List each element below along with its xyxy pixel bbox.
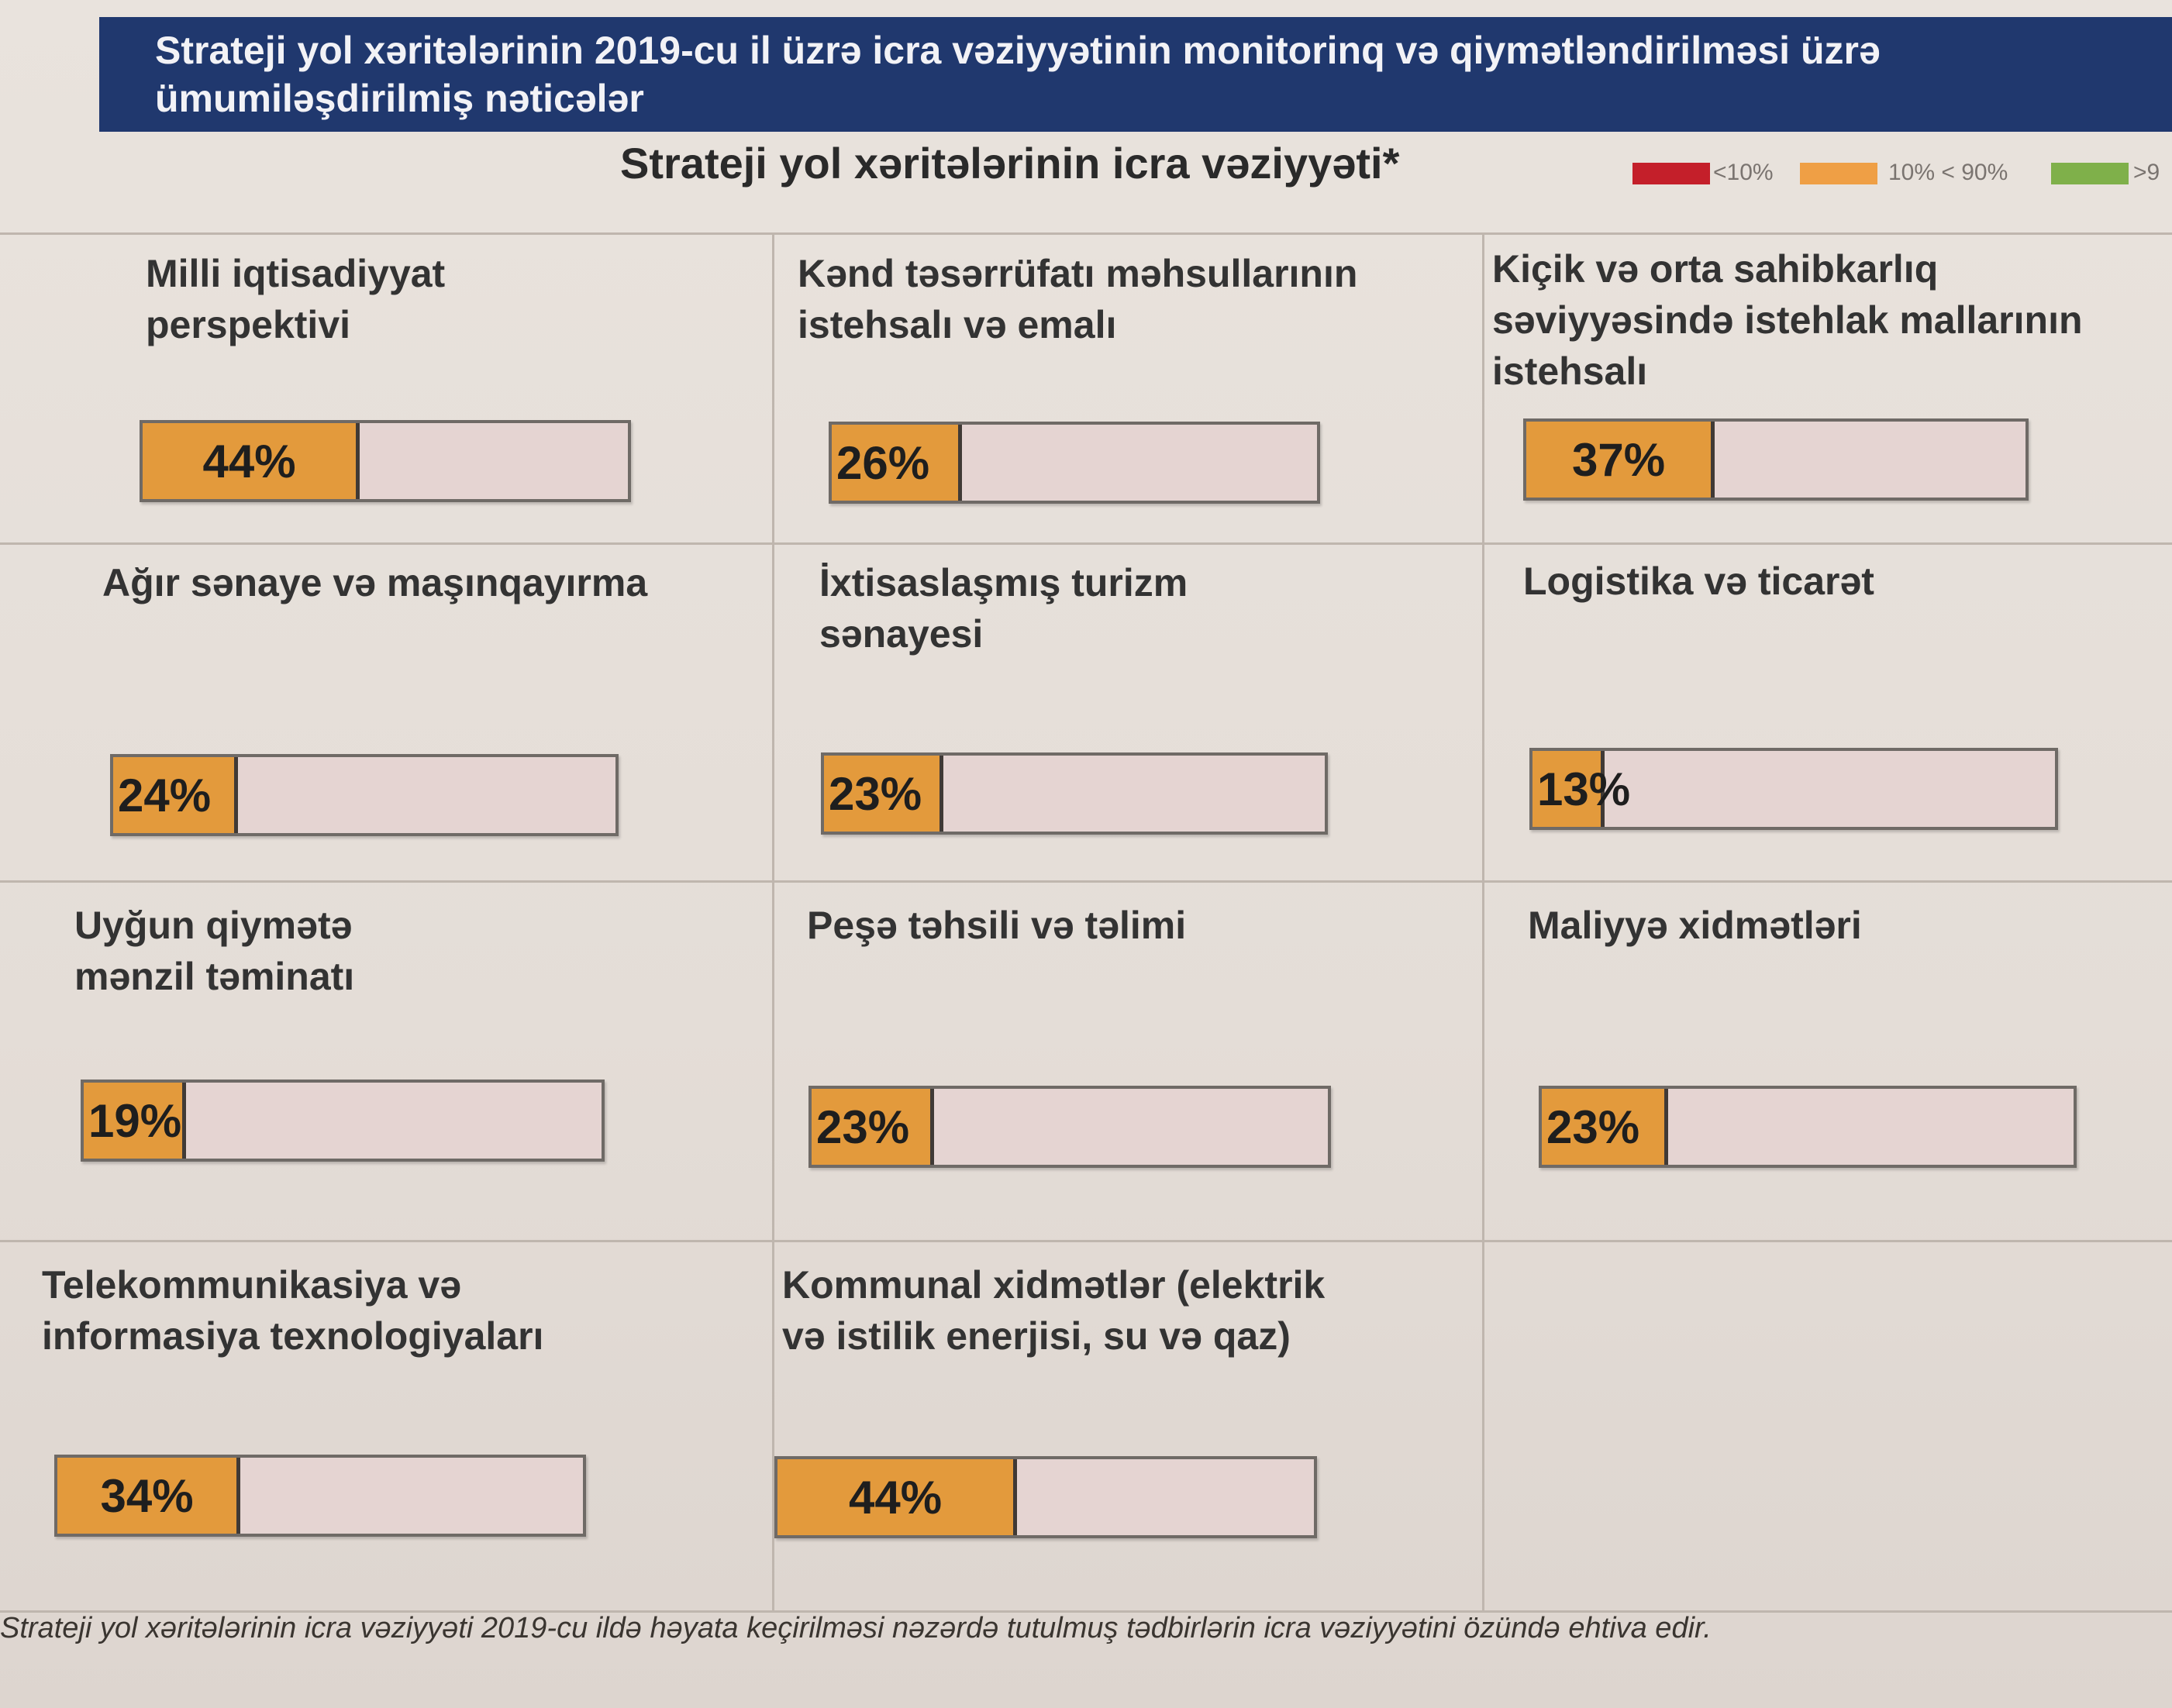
- roadmap-cell: [774, 545, 1482, 855]
- legend-label-high: >9: [2133, 160, 2160, 185]
- progress-value-label: 19%: [88, 1094, 182, 1147]
- progress-bar: [774, 1456, 1317, 1538]
- progress-bar: [110, 754, 619, 836]
- roadmap-title: Logistika və ticarət: [1523, 560, 1874, 603]
- roadmap-title: Telekommunikasiya və informasiya texnologiyaları: [42, 1263, 544, 1358]
- roadmap-title: Maliyyə xidmətləri: [1528, 904, 1862, 947]
- progress-value-label: 44%: [848, 1471, 943, 1524]
- progress-value-label: 23%: [829, 767, 922, 820]
- chart-title: Strateji yol xəritələrinin icra vəziyyəti*: [620, 139, 1400, 188]
- roadmap-title: Ağır sənaye və maşınqayırma: [102, 561, 648, 604]
- roadmap-cell: [774, 232, 1482, 542]
- roadmap-title: Kommunal xidmətlər (elektrik və istilik enerjisi, su və qaz): [782, 1263, 1326, 1358]
- progress-bar: [808, 1086, 1331, 1168]
- legend-label-low: <10%: [1713, 160, 1774, 185]
- roadmap-title: Peşə təhsili və təlimi: [807, 904, 1187, 947]
- roadmap-title: Milli iqtisadiyyat perspektivi: [146, 252, 446, 346]
- progress-value-label: 26%: [836, 436, 930, 489]
- roadmap-cell: [0, 1242, 772, 1552]
- roadmap-title: Uyğun qiymətə mənzil təminatı: [74, 904, 355, 998]
- progress-bar: [829, 422, 1320, 504]
- banner-title-line-2: ümumiləşdirilmiş nəticələr: [155, 77, 644, 120]
- progress-bar: [54, 1455, 586, 1537]
- banner-title-line-1: Strateji yol xəritələrinin 2019-cu il üzrə icra vəziyyətinin monitorinq və qiymətləndirilməsi üzrə: [155, 29, 1881, 72]
- progress-bar: [1539, 1086, 2077, 1168]
- progress-bar: [821, 752, 1328, 835]
- legend-swatch-high: [2051, 163, 2129, 184]
- progress-value-label: 23%: [1546, 1100, 1640, 1153]
- roadmap-cell: [774, 883, 1482, 1193]
- roadmap-cell: [774, 1242, 1482, 1552]
- progress-bar: [1529, 748, 2058, 830]
- roadmap-grid: [0, 232, 2172, 1612]
- roadmap-cell: [0, 232, 772, 542]
- progress-value-label: 24%: [118, 769, 212, 821]
- roadmap-title: Kiçik və orta sahibkarlıq səviyyəsində istehlak mallarının istehsalı: [1492, 247, 2083, 393]
- progress-bar: [140, 420, 631, 502]
- progress-value-label: 37%: [1571, 433, 1666, 486]
- legend-swatch-mid: [1800, 163, 1877, 184]
- progress-bar: [1523, 418, 2029, 501]
- footnote: Strateji yol xəritələrinin icra vəziyyəti 2019-cu ildə həyata keçirilməsi nəzərdə tutulmuş tədbirlərin icra vəziyyətini özündə ehtiva edir.: [0, 1612, 1712, 1644]
- roadmap-cell: [0, 883, 772, 1193]
- progress-bar: [81, 1080, 605, 1162]
- progress-value-label: 34%: [100, 1469, 194, 1522]
- progress-value-label: 13%: [1537, 763, 1631, 815]
- header-banner: [99, 17, 2172, 132]
- roadmap-title: İxtisaslaşmış turizm sənayesi: [819, 561, 1188, 656]
- progress-value-label: 44%: [202, 435, 296, 487]
- legend-swatch-low: [1632, 163, 1710, 184]
- progress-value-label: 23%: [816, 1100, 910, 1153]
- roadmap-cell: [1484, 883, 2172, 1193]
- roadmap-title: Kənd təsərrüfatı məhsullarının istehsalı və emalı: [798, 252, 1358, 346]
- roadmap-cell: [1484, 545, 2172, 855]
- legend-label-mid: 10% < 90%: [1888, 160, 2008, 185]
- roadmap-cell: [1484, 232, 2172, 542]
- roadmap-cell: [0, 545, 772, 855]
